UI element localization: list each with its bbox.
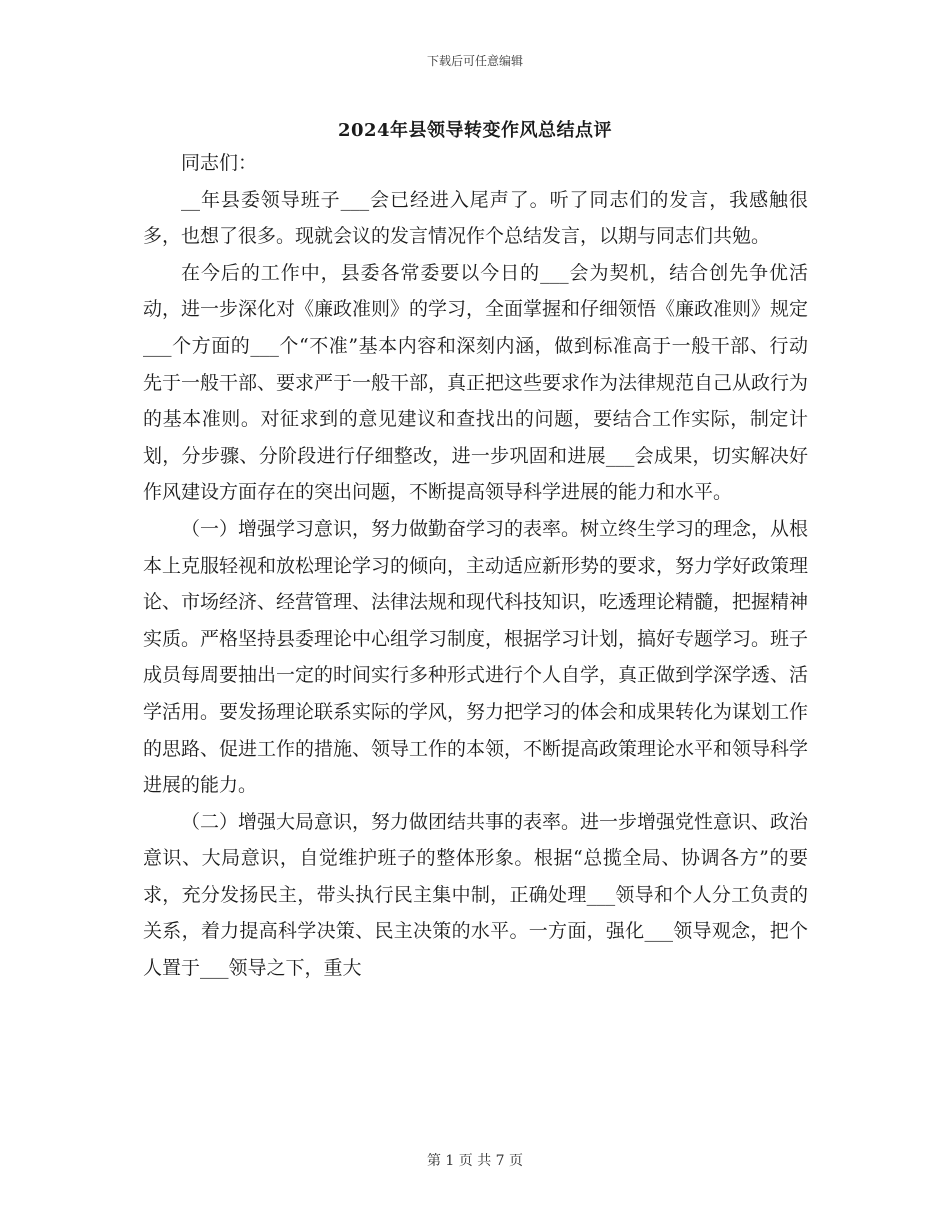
paragraph-salutation: 同志们： — [181, 152, 258, 174]
page-number: 第 1 页 共 7 页 — [426, 1153, 524, 1169]
document-body — [143, 145, 808, 987]
page-header-note: 下载后可任意编辑 — [426, 54, 523, 68]
paragraph-intro: __年县委领导班子___会已经进入尾声了。听了同志们的发言，我感触很多，也想了很多。现就会议的发言情况作个总结发言，以期与同志们共勉。 — [143, 188, 808, 248]
document-title: 2024年县领导转变作风总结点评 — [337, 120, 613, 141]
paragraph-point-1: （一）增强学习意识，努力做勤奋学习的表率。树立终生学习的理念，从根本上克服轻视和放松理论学习的倾向，主动适应新形势的要求，努力学好政策理论、市场经济、经营管理、法律法规和现代科技知识，吃透理论精髓，把握精神实质。严格坚持县委理论中心组学习制度，根据学习计划，搞好专题学习。班子成员每周要抽出一定的时间实行多种形式进行个人自学，真正做到学深学透、活学活用。要发扬理论联系实际的学风，努力把学习的体会和成果转化为谋划工作的思路、促进工作的措施、领导工作的本领，不断提高政策理论水平和领导科学进展的能力。 — [143, 517, 809, 797]
paragraph-point-2: （二）增强大局意识，努力做团结共事的表率。进一步增强党性意识、政治意识、大局意识，自觉维护班子的整体形象。根据“总揽全局、协调各方”的要求，充分发扬民主，带头执行民主集中制，正确处理___领导和个人分工负责的关系，着力提高科学决策、民主决策的水平。一方面，强化___领导观念，把个人置于___领导之下，重大 — [143, 810, 809, 980]
paragraph-main: 在今后的工作中，县委各常委要以今日的___会为契机，结合创先争优活动，进一步深化对《廉政准则》的学习，全面掌握和仔细领悟《廉政准则》规定___个方面的___个“不准”基本内容和深刻内涵，做到标准高于一般干部、行动先于一般干部、要求严于一般干部，真正把这些要求作为法律规范自己从政行为的基本准则。对征求到的意见建议和查找出的问题，要结合工作实际，制定计划，分步骤、分阶段进行仔细整改，进一步巩固和进展___会成果，切实解决好作风建设方面存在的突出问题，不断提高领导科学进展的能力和水平。 — [143, 261, 809, 504]
